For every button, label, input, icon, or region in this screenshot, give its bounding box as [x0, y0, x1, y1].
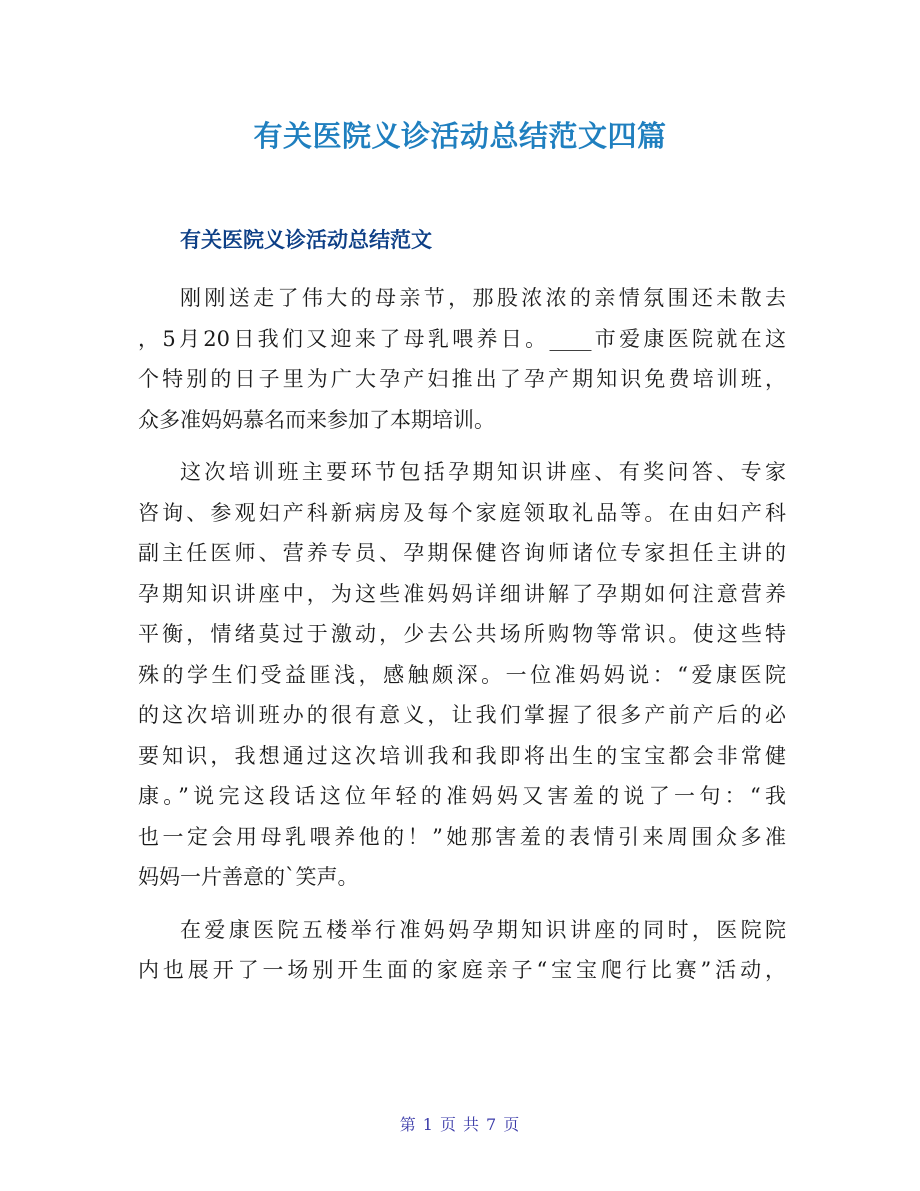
paragraph-line: 平衡，情绪莫过于激动，少去公共场所购物等常识。使这些特: [138, 622, 786, 646]
paragraph-line: 内也展开了一场别开生面的家庭亲子“宝宝爬行比赛”活动，: [138, 958, 786, 982]
footer-total-pages: 7: [486, 1115, 498, 1134]
footer-prefix: 第: [399, 1115, 417, 1134]
page-footer: [0, 1113, 920, 1137]
section-heading: 有关医院义诊活动总结范文: [180, 228, 432, 252]
paragraph-line: 康。”说完这段话这位年轻的准妈妈又害羞的说了一句：“我: [138, 784, 786, 808]
paragraph-line: 众多准妈妈慕名而来参加了本期培训。: [138, 407, 495, 432]
paragraph-line: 妈妈一片善意的`笑声。: [138, 865, 359, 889]
paragraph-line: 殊的学生们受益匪浅，感触颇深。一位准妈妈说：“爱康医院: [138, 662, 786, 687]
footer-current-page: 1: [422, 1115, 434, 1134]
paragraph-line: 副主任医师、营养专员、孕期保健咨询师诸位专家担任主讲的: [138, 541, 786, 565]
paragraph-line: 要知识，我想通过这次培训我和我即将出生的宝宝都会非常健: [138, 743, 786, 768]
paragraph-2: [138, 452, 786, 898]
paragraph-line: 也一定会用母乳喂养他的！”她那害羞的表情引来周围众多准: [138, 824, 786, 849]
document-body: [138, 278, 786, 1003]
paragraph-line: 的这次培训班办的很有意义，让我们掌握了很多产前产后的必: [138, 703, 786, 727]
paragraph-line: 刚刚送走了伟大的母亲节，那股浓浓的亲情氛围还未散去: [180, 286, 786, 310]
paragraph-line: 孕期知识讲座中，为这些准妈妈详细讲解了孕期如何注意营养: [138, 581, 786, 606]
paragraph-line: 咨询、参观妇产科新病房及每个家庭领取礼品等。在由妇产科: [138, 500, 786, 525]
paragraph-3: [138, 910, 786, 991]
document-title: 有关医院义诊活动总结范文四篇: [253, 119, 667, 153]
paragraph-line: 这次培训班主要环节包括孕期知识讲座、有奖问答、专家: [180, 460, 786, 484]
footer-page-word: 页: [439, 1115, 457, 1134]
footer-suffix: 页: [503, 1115, 521, 1134]
paragraph-line: 在爱康医院五楼举行准妈妈孕期知识讲座的同时，医院院: [180, 917, 786, 942]
paragraph-1: [138, 278, 786, 440]
paragraph-line: ，5月20日我们又迎来了母乳喂养日。____市爱康医院就在这: [138, 326, 786, 351]
footer-total-prefix: 共: [463, 1115, 481, 1134]
paragraph-line: 个特别的日子里为广大孕产妇推出了孕产期知识免费培训班，: [138, 367, 786, 391]
